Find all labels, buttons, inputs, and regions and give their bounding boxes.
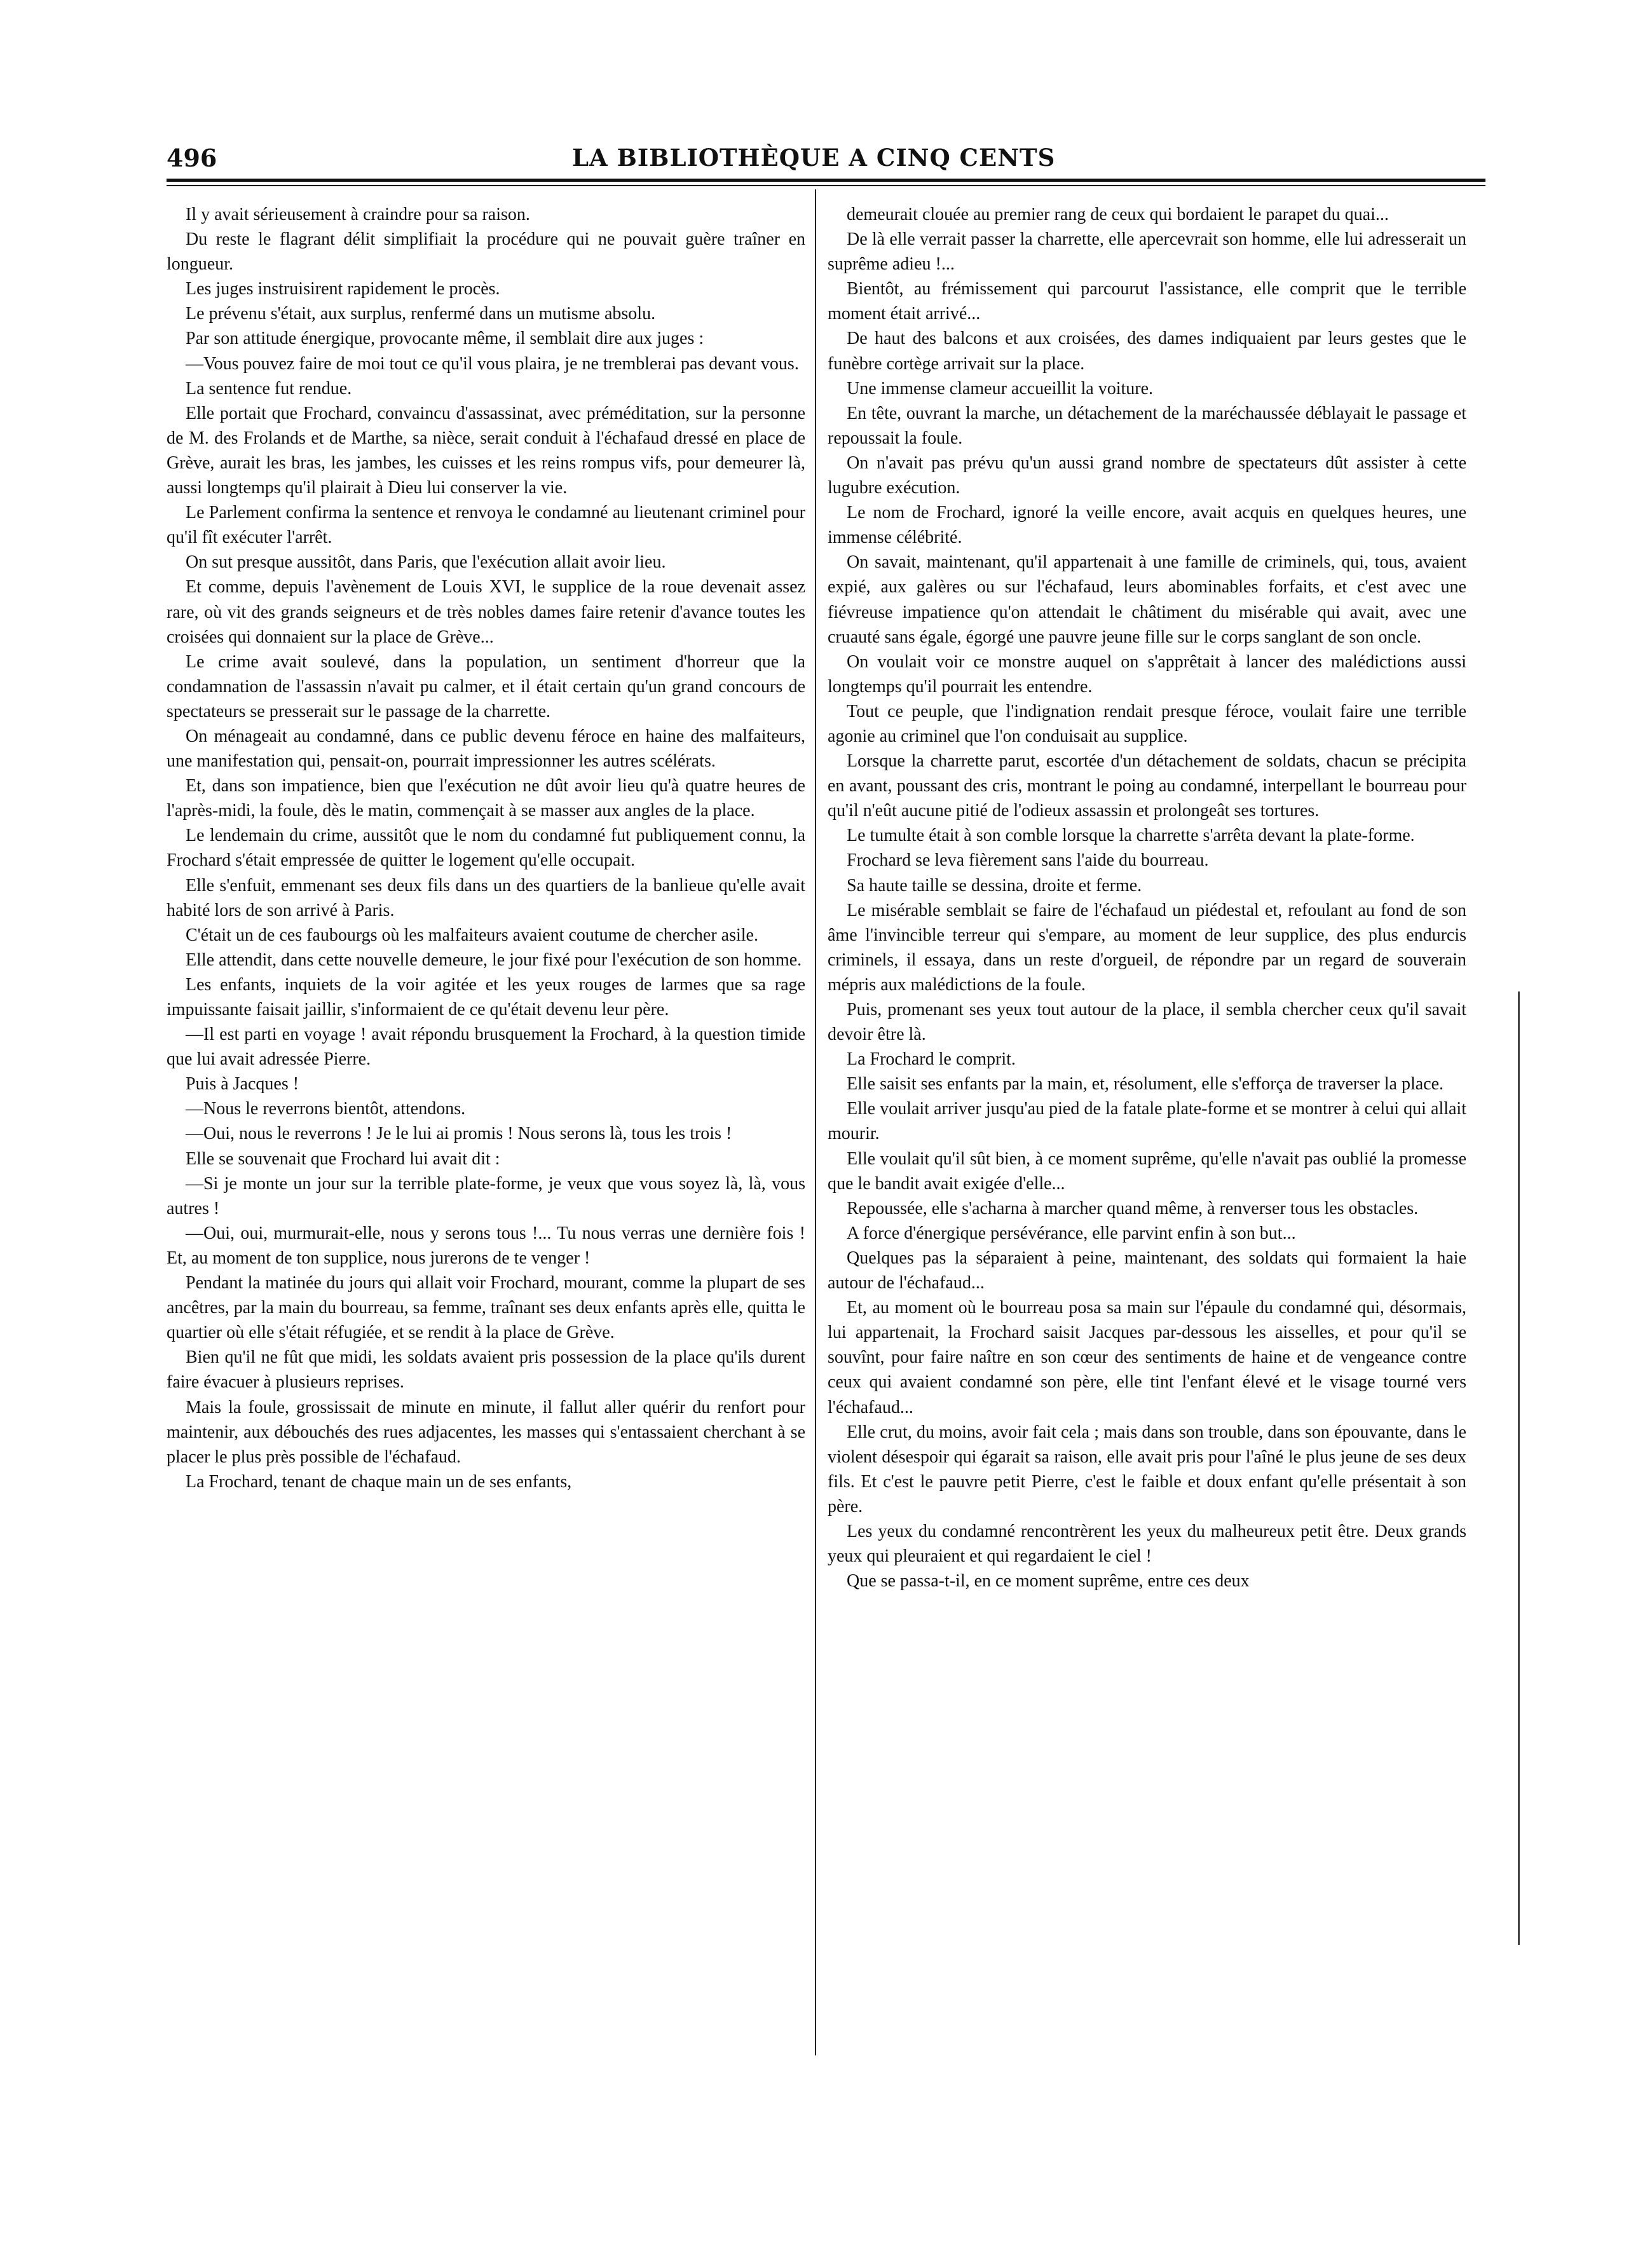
paragraph: C'était un de ces faubourgs où les malfaiteurs avaient coutume de chercher asile. (186, 925, 758, 945)
paragraph: Tout ce peuple, que l'indignation rendait presque féroce, voulait faire une terrible agonie au criminel que l'on conduisait au supplice. (828, 701, 1466, 746)
paragraph: On savait, maintenant, qu'il appartenait à une famille de criminels, qui, tous, avaient expié, aux galères ou sur l'échafaud, leurs abominables forfaits, et c'est avec une fiévreuse impatience qu'on attendait le châtiment du misérable qui avait, avec une cruauté sans égale, égorgé une pauvre jeune fille sur le corps sanglant de son oncle. (828, 552, 1466, 647)
right-column (828, 202, 1466, 2058)
left-column (167, 202, 805, 2058)
paragraph: Que se passa-t-il, en ce moment suprême, entre ces deux (847, 1571, 1250, 1591)
paragraph: Le lendemain du crime, aussitôt que le nom du condamné fut publiquement connu, la Frochard s'était empressée de quitter le logement qu'elle occupait. (167, 826, 805, 871)
paragraph: Frochard se leva fièrement sans l'aide du bourreau. (847, 850, 1209, 871)
paragraph: —Vous pouvez faire de moi tout ce qu'il vous plaira, je ne tremblerai pas devant vous. (186, 353, 799, 374)
header-rule-thick (167, 179, 1485, 182)
paragraph: La Frochard le comprit. (847, 1049, 1016, 1070)
paragraph: On sut presque aussitôt, dans Paris, que l'exécution allait avoir lieu. (186, 552, 666, 573)
paragraph: —Oui, nous le reverrons ! Je le lui ai promis ! Nous serons là, tous les trois ! (186, 1124, 732, 1144)
paragraph: Bientôt, au frémissement qui parcourut l'assistance, elle comprit que le terrible moment était arrivé... (828, 279, 1466, 324)
paragraph: Pendant la matinée du jours qui allait voir Frochard, mourant, comme la plupart de ses ancêtres, par la main du bourreau, sa femme, traînant ses deux enfants après elle, quitta le quartier où elle s'était réfugiée, et se rendit à la place de Grève. (167, 1273, 805, 1343)
paragraph: Et, dans son impatience, bien que l'exécution ne dût avoir lieu qu'à quatre heures de l'après-midi, la foule, dès le matin, commençait à se masser aux angles de la place. (167, 776, 805, 821)
paragraph: Quelques pas la séparaient à peine, maintenant, des soldats qui formaient la haie autour de l'échafaud... (828, 1248, 1466, 1293)
running-title: LA BIBLIOTHÈQUE A CINQ CENTS (572, 144, 1056, 172)
paragraph: Le misérable semblait se faire de l'échafaud un piédestal et, refoulant au fond de son âme l'invincible terreur qui s'empare, au moment de leur supplice, des plus endurcis criminels, il essaya, dans un reste d'orgueil, de répondre par un regard de souverain mépris aux malédictions de la foule. (828, 900, 1466, 995)
paragraph: Elle voulait arriver jusqu'au pied de la fatale plate-forme et se montrer à celui qui allait mourir. (828, 1099, 1466, 1144)
paragraph: Le prévenu s'était, aux surplus, renfermé dans un mutisme absolu. (186, 304, 656, 324)
paragraph: —Il est parti en voyage ! avait répondu brusquement la Frochard, à la question timide que lui avait adressée Pierre. (167, 1025, 805, 1070)
paragraph: Repoussée, elle s'acharna à marcher quand même, à renverser tous les obstacles. (847, 1198, 1419, 1218)
paragraph: Du reste le flagrant délit simplifiait la procédure qui ne pouvait guère traîner en longueur. (167, 229, 805, 275)
paragraph: Le Parlement confirma la sentence et renvoya le condamné au lieutenant criminel pour qu'il fît exécuter l'arrêt. (167, 503, 805, 548)
paragraph: Les enfants, inquiets de la voir agitée et les yeux rouges de larmes que sa rage impuissante faisait jaillir, s'informaient de ce qu'était devenu leur père. (167, 974, 805, 1019)
column-divider (815, 189, 816, 2055)
paragraph: On ménageait au condamné, dans ce public devenu féroce en haine des malfaiteurs, une manifestation qui, pensait-on, pourrait impressionner les autres scélérats. (167, 726, 805, 772)
paragraph: A force d'énergique persévérance, elle parvint enfin à son but... (847, 1223, 1296, 1243)
paragraph: Elle s'enfuit, emmenant ses deux fils dans un des quartiers de la banlieue qu'elle avait habité lors de son arrivé à Paris. (167, 875, 805, 920)
paragraph: demeurait clouée au premier rang de ceux qui bordaient le parapet du quai... (847, 205, 1389, 224)
paragraph: Le tumulte était à son comble lorsque la charrette s'arrêta devant la plate-forme. (847, 826, 1415, 846)
paragraph: Puis, promenant ses yeux tout autour de la place, il sembla chercher ceux qu'il savait devoir être là. (828, 1000, 1466, 1045)
paragraph: De là elle verrait passer la charrette, elle apercevrait son homme, elle lui adresserait un suprême adieu !... (828, 229, 1466, 275)
paragraph: —Si je monte un jour sur la terrible plate-forme, je veux que vous soyez là, là, vous autres ! (167, 1173, 805, 1218)
paragraph: La sentence fut rendue. (186, 378, 352, 399)
paragraph: De haut des balcons et aux croisées, des dames indiquaient par leurs gestes que le funèbre cortège arrivait sur la place. (828, 329, 1466, 374)
paragraph: On voulait voir ce monstre auquel on s'apprêtait à lancer des malédictions aussi longtemps qu'il pourrait les entendre. (828, 651, 1466, 697)
paragraph: Les juges instruisirent rapidement le procès. (186, 279, 500, 299)
paragraph: Elle attendit, dans cette nouvelle demeure, le jour fixé pour l'exécution de son homme. (186, 950, 802, 970)
paragraph: —Oui, oui, murmurait-elle, nous y serons tous !... Tu nous verras une dernière fois ! Et, au moment de ton supplice, nous jurerons de te venger ! (167, 1223, 805, 1268)
paragraph: Elle voulait qu'il sût bien, à ce moment suprême, qu'elle n'avait pas oublié la promesse que le bandit avait exigée d'elle... (828, 1148, 1466, 1194)
paragraph: Les yeux du condamné rencontrèrent les yeux du malheureux petit être. Deux grands yeux qui pleuraient et qui regardaient le ciel ! (828, 1521, 1466, 1567)
paragraph: Lorsque la charrette parut, escortée d'un détachement de soldats, chacun se précipita en avant, poussant des cris, montrant le poing au condamné, interpellant le bourreau pour qu'il n'eût aucune pitié de l'odieux assassin et prolongeât ses tortures. (828, 751, 1466, 821)
paragraph: Elle saisit ses enfants par la main, et, résolument, elle s'efforça de traverser la place. (847, 1074, 1444, 1094)
paragraph: Bien qu'il ne fût que midi, les soldats avaient pris possession de la place qu'ils durent faire évacuer à plusieurs reprises. (167, 1347, 805, 1393)
paragraph: Le crime avait soulevé, dans la population, un sentiment d'horreur que la condamnation de l'assassin n'avait pu calmer, et il était certain qu'un grand concours de spectateurs se presserait sur le passage de la charrette. (167, 651, 805, 721)
paragraph: Elle portait que Frochard, convaincu d'assassinat, avec préméditation, sur la personne de M. des Frolands et de Marthe, sa nièce, serait conduit à l'échafaud dressé en place de Grève, aurait les bras, les jambes, les cuisses et les reins rompus vifs, pour demeurer là, aussi longtemps qu'il plairait à Dieu lui conserver la vie. (167, 403, 805, 498)
paragraph: Le nom de Frochard, ignoré la veille encore, avait acquis en quelques heures, une immense célébrité. (828, 503, 1466, 548)
paragraph: Une immense clameur accueillit la voiture. (847, 378, 1154, 399)
paragraph: On n'avait pas prévu qu'un aussi grand nombre de spectateurs dût assister à cette lugubre exécution. (828, 453, 1466, 498)
paragraph: Mais la foule, grossissait de minute en minute, il fallut aller quérir du renfort pour maintenir, aux débouchés des rues adjacentes, les masses qui s'entassaient cherchant à se placer le plus près possible de l'échafaud. (167, 1397, 805, 1467)
paragraph: En tête, ouvrant la marche, un détachement de la maréchaussée déblayait le passage et repoussait la foule. (828, 403, 1466, 448)
header-rule-thin (167, 185, 1485, 186)
paragraph: Il y avait sérieusement à craindre pour sa raison. (186, 205, 530, 224)
paragraph: —Nous le reverrons bientôt, attendons. (186, 1099, 466, 1119)
paragraph: La Frochard, tenant de chaque main un de ses enfants, (186, 1471, 572, 1492)
page-number: 496 (167, 144, 217, 172)
paragraph: Sa haute taille se dessina, droite et ferme. (847, 875, 1142, 896)
paragraph: Puis à Jacques ! (186, 1074, 299, 1094)
paragraph: Elle se souvenait que Frochard lui avait dit : (186, 1148, 500, 1169)
paragraph: Par son attitude énergique, provocante même, il semblait dire aux juges : (186, 329, 704, 349)
scan-edge-mark (1518, 991, 1520, 1945)
paragraph: Elle crut, du moins, avoir fait cela ; mais dans son trouble, dans son épouvante, dans le violent désespoir qui égarait sa raison, elle avait pris pour l'aîné le plus jeune de ses deux fils. Et c'est le pauvre petit Pierre, c'est le faible et doux enfant qu'elle présentait à son père. (828, 1422, 1466, 1516)
paragraph: Et comme, depuis l'avènement de Louis XVI, le supplice de la roue devenait assez rare, où vit des grands seigneurs et de très nobles dames faire retenir d'avance toutes les croisées qui donnaient sur la place de Grève... (167, 577, 805, 647)
paragraph: Et, au moment où le bourreau posa sa main sur l'épaule du condamné qui, désormais, lui appartenait, la Frochard saisit Jacques par-dessous les aisselles, et pour qu'il se souvînt, pour faire naître en son cœur des sentiments de haine et de vengeance contre ceux qui avaient condamné son père, elle tint l'enfant élevé et le visage tourné vers l'échafaud... (828, 1298, 1466, 1417)
